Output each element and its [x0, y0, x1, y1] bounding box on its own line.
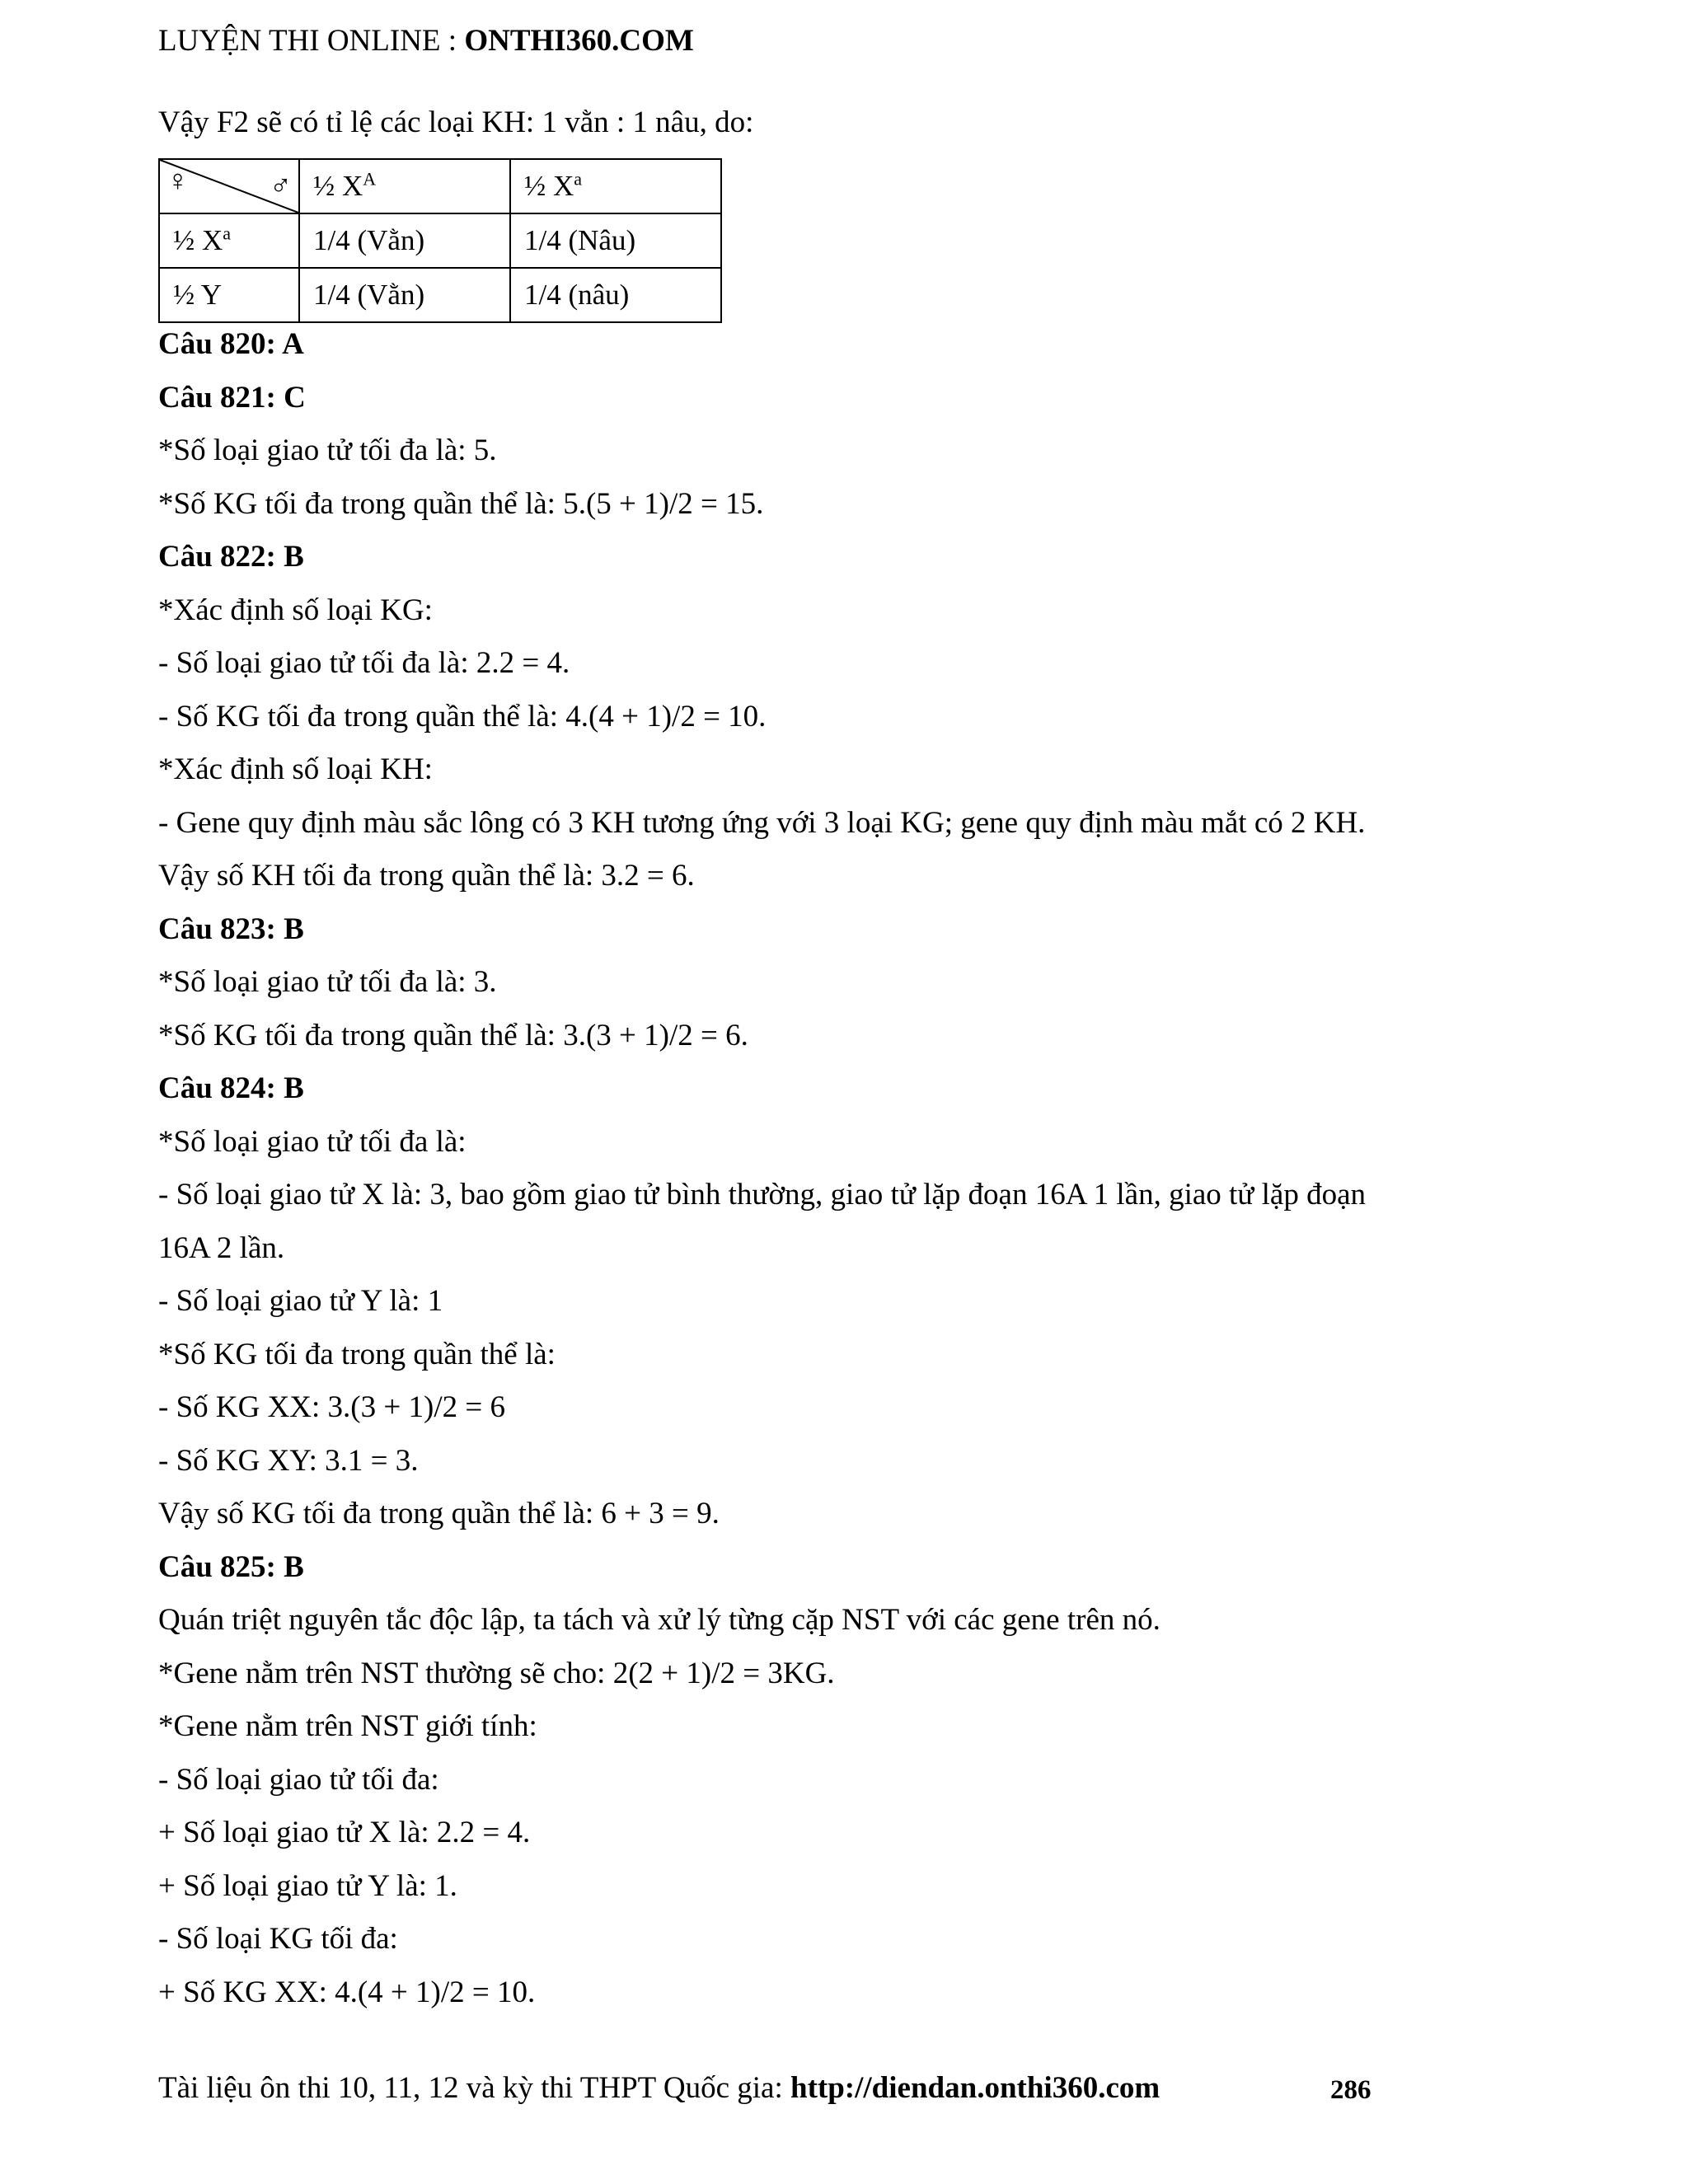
header-prefix: LUYỆN THI ONLINE : — [158, 24, 465, 58]
table-cell: 1/4 (Nâu) — [510, 213, 721, 268]
answer-line: *Xác định số loại KG: — [158, 593, 433, 627]
answer-line: *Gene nằm trên NST thường sẽ cho: 2(2 + 1)/2 = 3KG. — [158, 1657, 835, 1690]
question-heading: Câu 820: A — [158, 327, 304, 361]
answer-line: - Số KG tối đa trong quần thể là: 4.(4 + 1)/2 = 10. — [158, 700, 767, 733]
row-header-2: ½ Y — [159, 268, 299, 322]
answer-line: 16A 2 lần. — [158, 1231, 285, 1265]
answer-line: - Số KG XX: 3.(3 + 1)/2 = 6 — [158, 1390, 505, 1424]
table-row — [159, 213, 721, 268]
answer-line: - Số KG XY: 3.1 = 3. — [158, 1444, 419, 1478]
question-heading: Câu 823: B — [158, 912, 304, 946]
answer-line: - Số loại giao tử tối đa là: 2.2 = 4. — [158, 646, 570, 680]
table-row — [159, 268, 721, 322]
answer-line: *Số KG tối đa trong quần thể là: — [158, 1338, 556, 1371]
answer-line: + Số loại giao tử X là: 2.2 = 4. — [158, 1816, 531, 1849]
answer-line: *Số loại giao tử tối đa là: 3. — [158, 965, 497, 999]
answer-line: *Số KG tối đa trong quần thể là: 3.(3 + 1)/2 = 6. — [158, 1019, 748, 1052]
answer-line: *Số KG tối đa trong quần thể là: 5.(5 + 1)/2 = 15. — [158, 487, 764, 521]
page-header — [158, 23, 694, 59]
answer-line: - Số loại giao tử tối đa: — [158, 1763, 439, 1797]
table-cell: 1/4 (Vằn) — [299, 213, 510, 268]
answer-line: *Số loại giao tử tối đa là: 5. — [158, 434, 497, 467]
col-header-1: ½ $X^A$ — [299, 159, 510, 213]
answer-line: + Số loại giao tử Y là: 1. — [158, 1869, 457, 1903]
answer-line: - Gene quy định màu sắc lông có 3 KH tương ứng với 3 loại KG; gene quy định màu mắt có 2 KH. — [158, 806, 1366, 840]
question-heading: Câu 821: C — [158, 381, 306, 415]
answer-line: - Số loại giao tử X là: 3, bao gồm giao tử bình thường, giao tử lặp đoạn 16A 1 lần, giao tử lặp đoạn — [158, 1178, 1366, 1212]
table-header-row — [159, 159, 721, 213]
answer-line: *Gene nằm trên NST giới tính: — [158, 1709, 537, 1743]
female-symbol-icon: ♀ — [166, 164, 189, 197]
answer-line: *Số loại giao tử tối đa là: — [158, 1125, 467, 1159]
table-corner-cell — [159, 159, 299, 213]
header-site: ONTHI360.COM — [464, 24, 694, 58]
footer-link[interactable]: http://diendan.onthi360.com — [790, 2071, 1160, 2105]
male-symbol-icon: ♂ — [270, 169, 292, 202]
question-heading: Câu 825: B — [158, 1550, 304, 1584]
answer-line: Quán triệt nguyên tắc độc lập, ta tách và xử lý từng cặp NST với các gene trên nó. — [158, 1603, 1160, 1637]
table-cell: 1/4 (nâu) — [510, 268, 721, 322]
row-header-1: ½ $X^a$ — [159, 213, 299, 268]
page-number: 286 — [1330, 2075, 1372, 2105]
answer-line: - Số loại KG tối đa: — [158, 1922, 398, 1956]
question-heading: Câu 822: B — [158, 540, 304, 574]
footer-prefix: Tài liệu ôn thi 10, 11, 12 và kỳ thi THPT Quốc gia: — [158, 2071, 790, 2105]
answer-line: - Số loại giao tử Y là: 1 — [158, 1284, 443, 1318]
punnett-table — [158, 158, 722, 323]
answer-line: Vậy số KH tối đa trong quần thể là: 3.2 = 6. — [158, 859, 695, 893]
intro-text: Vậy F2 sẽ có tỉ lệ các loại KH: 1 vằn : 1 nâu, do: — [158, 105, 754, 139]
page-footer — [158, 2070, 1160, 2106]
answer-line: Vậy số KG tối đa trong quần thể là: 6 + 3 = 9. — [158, 1497, 720, 1530]
answer-line: *Xác định số loại KH: — [158, 752, 433, 786]
col-header-2: ½ $X^a$ — [510, 159, 721, 213]
table-cell: 1/4 (Vằn) — [299, 268, 510, 322]
question-heading: Câu 824: B — [158, 1071, 304, 1105]
answer-line: + Số KG XX: 4.(4 + 1)/2 = 10. — [158, 1975, 536, 2009]
